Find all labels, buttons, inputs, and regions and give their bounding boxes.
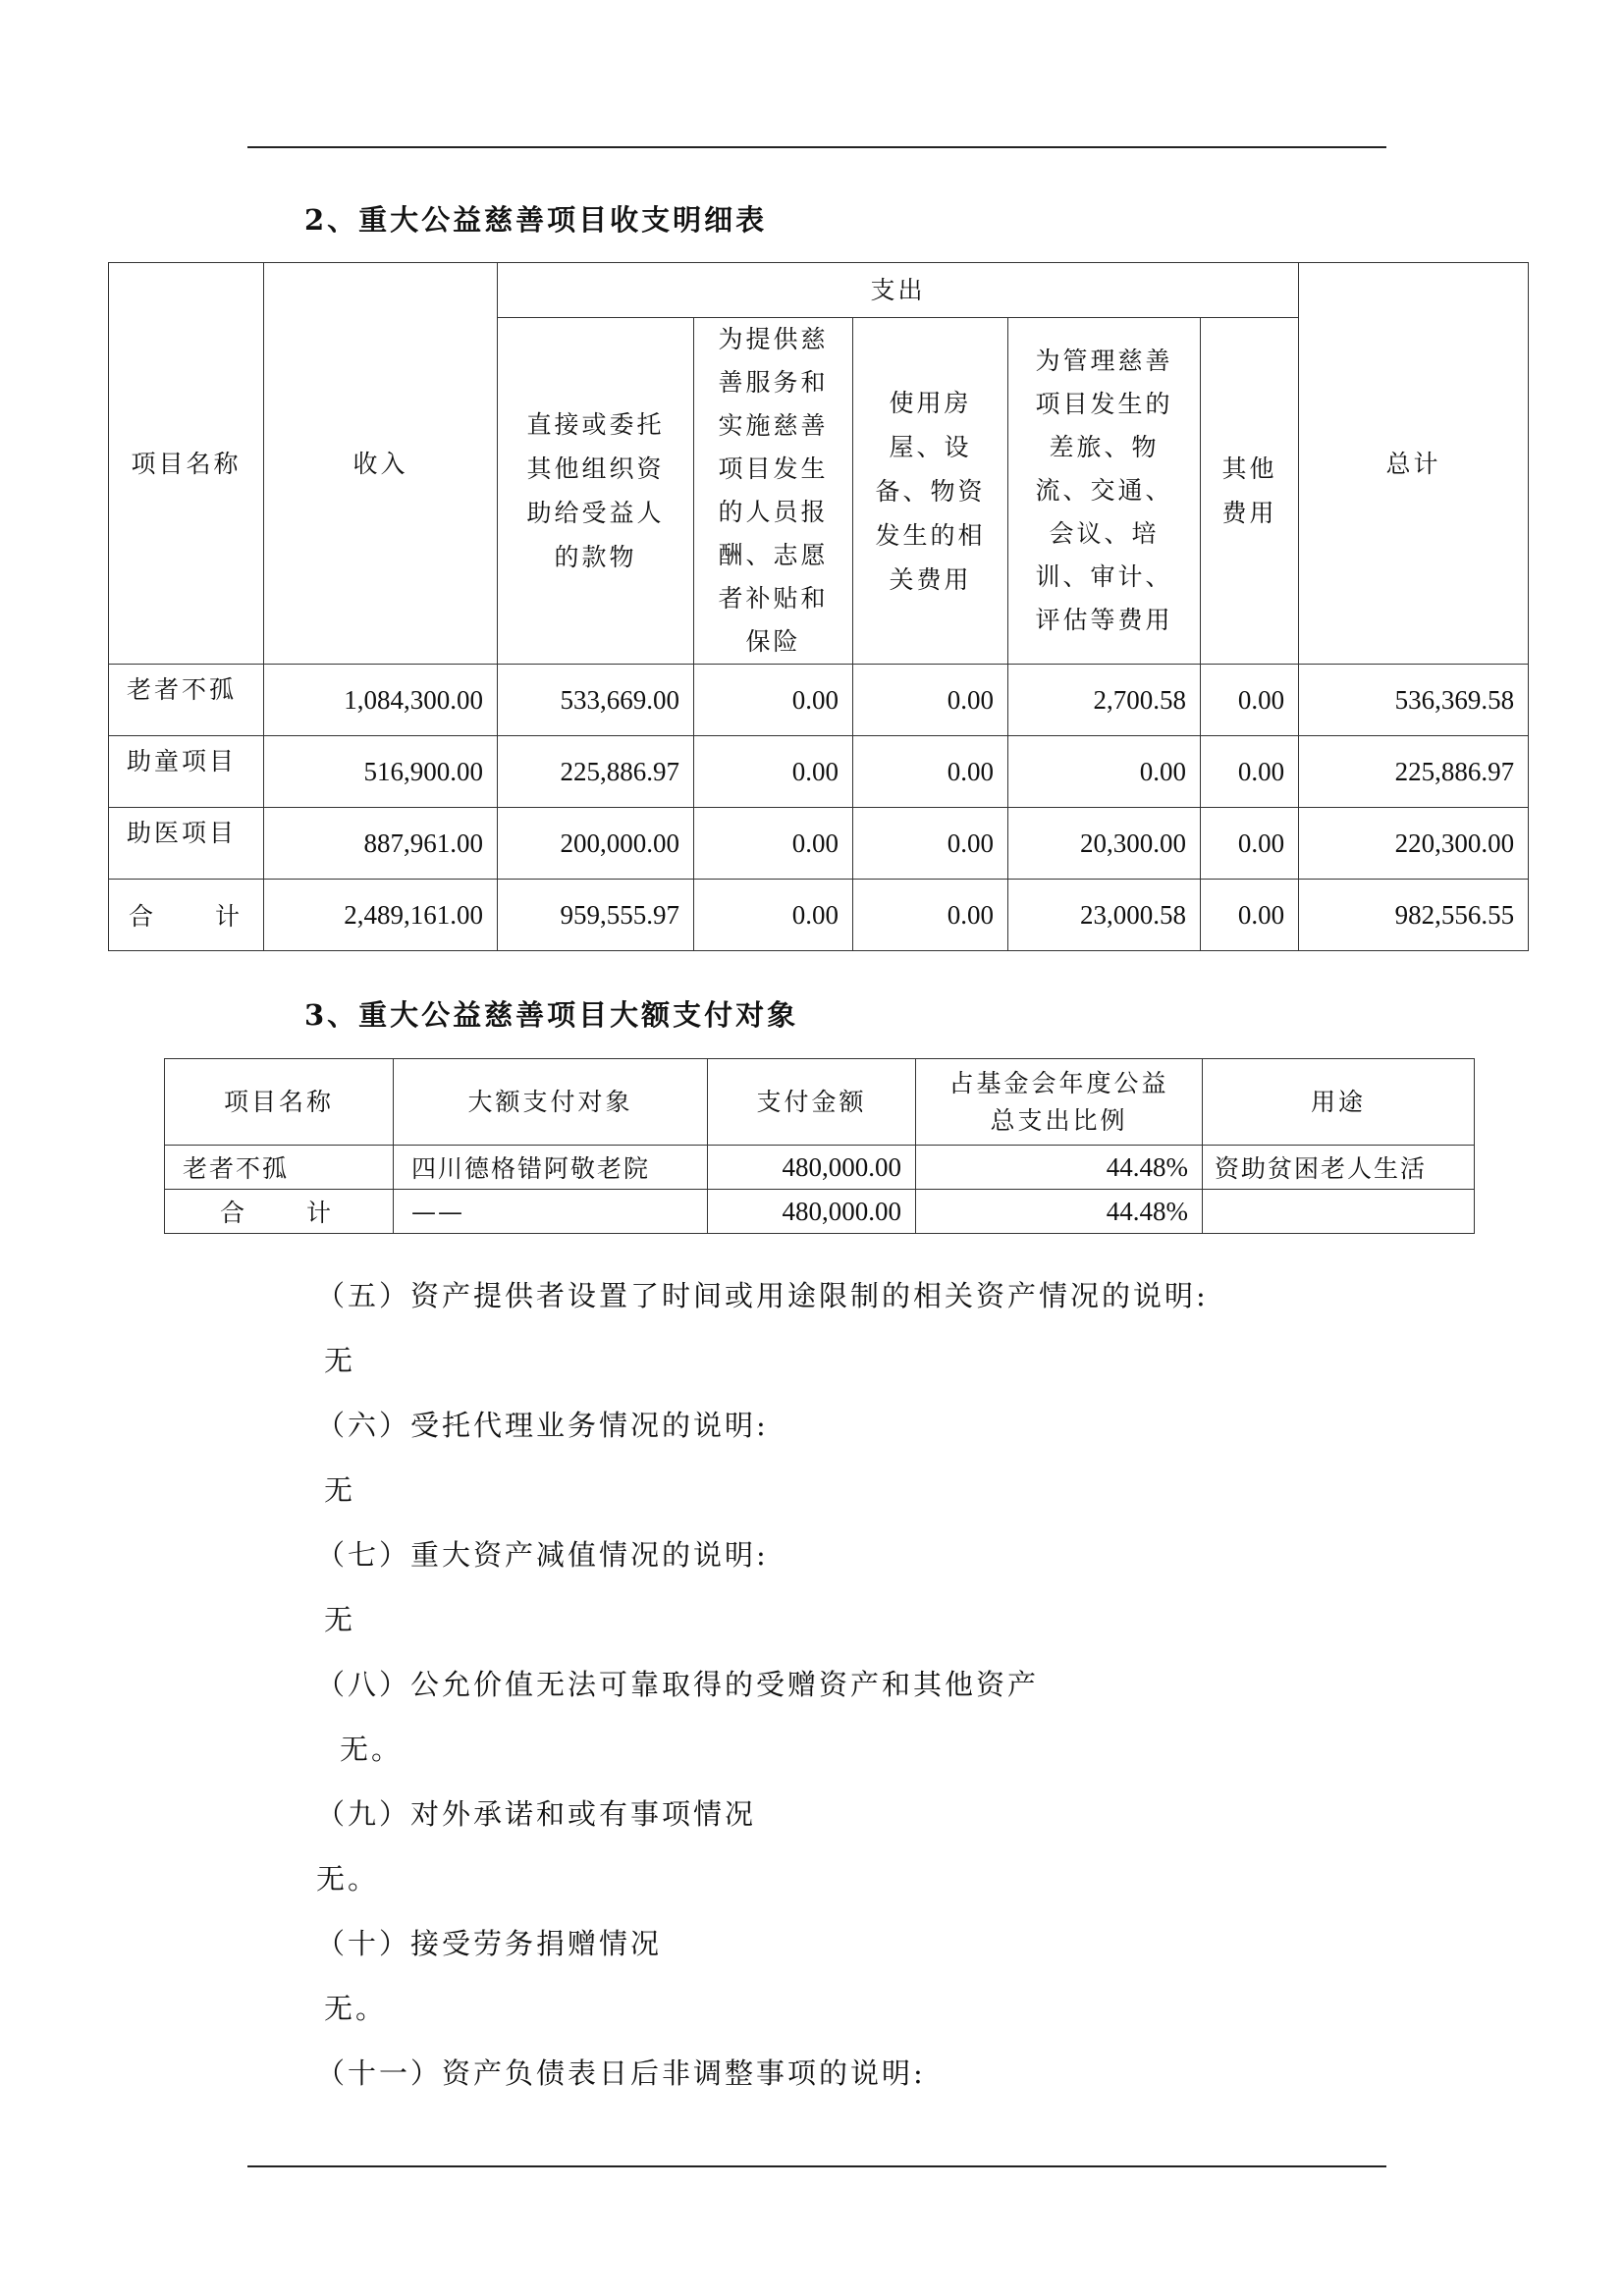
row-admin: 2,700.58: [1008, 665, 1201, 736]
row-income: 1,084,300.00: [264, 665, 498, 736]
row-name: 老者不孤: [165, 1146, 394, 1190]
header-other: 其他费用: [1201, 318, 1299, 665]
row-facility: 0.00: [853, 736, 1008, 808]
row-facility: 0.00: [853, 665, 1008, 736]
header-ratio: 占基金会年度公益总支出比例: [916, 1059, 1203, 1146]
sum-purpose: [1203, 1190, 1475, 1234]
major-project-income-expense-table: [108, 262, 1529, 951]
table-row: [109, 808, 1529, 880]
row-direct: 200,000.00: [498, 808, 694, 880]
row-other: 0.00: [1201, 808, 1299, 880]
header-admin: 为管理慈善项目发生的差旅、物流、交通、会议、培训、审计、评估等费用: [1008, 318, 1201, 665]
note-5-heading: （五）资产提供者设置了时间或用途限制的相关资产情况的说明:: [316, 1279, 1209, 1312]
note-6-heading: （六）受托代理业务情况的说明:: [316, 1409, 769, 1442]
section-3-title: 3、重大公益慈善项目大额支付对象: [304, 998, 799, 1032]
row-admin: 20,300.00: [1008, 808, 1201, 880]
header-amount: 支付金额: [708, 1059, 916, 1146]
note-7-body: 无: [324, 1603, 356, 1636]
header-personnel: 为提供慈善服务和实施慈善项目发生的人员报酬、志愿者补贴和保险: [694, 318, 853, 665]
row-direct: 533,669.00: [498, 665, 694, 736]
header-expense-group: 支出: [498, 263, 1299, 318]
header-payee: 大额支付对象: [394, 1059, 708, 1146]
row-personnel: 0.00: [694, 736, 853, 808]
header-income: 收入: [264, 263, 498, 665]
note-8-heading: （八）公允价值无法可靠取得的受赠资产和其他资产: [316, 1668, 1040, 1701]
row-total: 225,886.97: [1299, 736, 1529, 808]
sum-label: 合 计: [165, 1190, 394, 1234]
note-9-heading: （九）对外承诺和或有事项情况: [316, 1797, 757, 1831]
section-2-title: 2、重大公益慈善项目收支明细表: [304, 203, 768, 237]
row-name: 助童项目: [109, 736, 264, 808]
row-admin: 0.00: [1008, 736, 1201, 808]
row-amount: 480,000.00: [708, 1146, 916, 1190]
row-personnel: 0.00: [694, 808, 853, 880]
header-facility: 使用房屋、设备、物资发生的相关费用: [853, 318, 1008, 665]
row-total: 220,300.00: [1299, 808, 1529, 880]
row-name: 助医项目: [109, 808, 264, 880]
note-10-body: 无。: [324, 1992, 388, 2025]
row-name: 老者不孤: [109, 665, 264, 736]
table-sum-row: [165, 1190, 1475, 1234]
note-6-body: 无: [324, 1473, 356, 1507]
note-10-heading: （十）接受劳务捐赠情况: [316, 1927, 663, 1960]
row-personnel: 0.00: [694, 665, 853, 736]
row-payee: 四川德格错阿敬老院: [394, 1146, 708, 1190]
header-rule: [247, 146, 1386, 148]
large-payment-table: [164, 1058, 1475, 1234]
sum-admin: 23,000.58: [1008, 880, 1201, 951]
row-direct: 225,886.97: [498, 736, 694, 808]
table-row: [109, 665, 1529, 736]
sum-ratio: 44.48%: [916, 1190, 1203, 1234]
header-purpose: 用途: [1203, 1059, 1475, 1146]
row-other: 0.00: [1201, 736, 1299, 808]
note-5-body: 无: [324, 1344, 356, 1377]
note-7-heading: （七）重大资产减值情况的说明:: [316, 1538, 769, 1572]
sum-direct: 959,555.97: [498, 880, 694, 951]
sum-income: 2,489,161.00: [264, 880, 498, 951]
sum-payee: ——: [394, 1190, 708, 1234]
sum-other: 0.00: [1201, 880, 1299, 951]
row-ratio: 44.48%: [916, 1146, 1203, 1190]
table-row: [109, 736, 1529, 808]
row-facility: 0.00: [853, 808, 1008, 880]
header-project-name: 项目名称: [165, 1059, 394, 1146]
note-11-heading: （十一）资产负债表日后非调整事项的说明:: [316, 2056, 926, 2090]
note-8-body: 无。: [340, 1733, 404, 1766]
row-purpose: 资助贫困老人生活: [1203, 1146, 1475, 1190]
sum-facility: 0.00: [853, 880, 1008, 951]
row-other: 0.00: [1201, 665, 1299, 736]
row-income: 516,900.00: [264, 736, 498, 808]
note-9-body: 无。: [316, 1862, 380, 1896]
header-total: 总计: [1299, 263, 1529, 665]
row-total: 536,369.58: [1299, 665, 1529, 736]
sum-amount: 480,000.00: [708, 1190, 916, 1234]
header-project-name: 项目名称: [109, 263, 264, 665]
footer-rule: [247, 2165, 1386, 2167]
sum-total: 982,556.55: [1299, 880, 1529, 951]
row-income: 887,961.00: [264, 808, 498, 880]
sum-label: 合 计: [109, 880, 264, 951]
table-row: [165, 1146, 1475, 1190]
table-sum-row: [109, 880, 1529, 951]
header-direct-aid: 直接或委托其他组织资助给受益人的款物: [498, 318, 694, 665]
sum-personnel: 0.00: [694, 880, 853, 951]
